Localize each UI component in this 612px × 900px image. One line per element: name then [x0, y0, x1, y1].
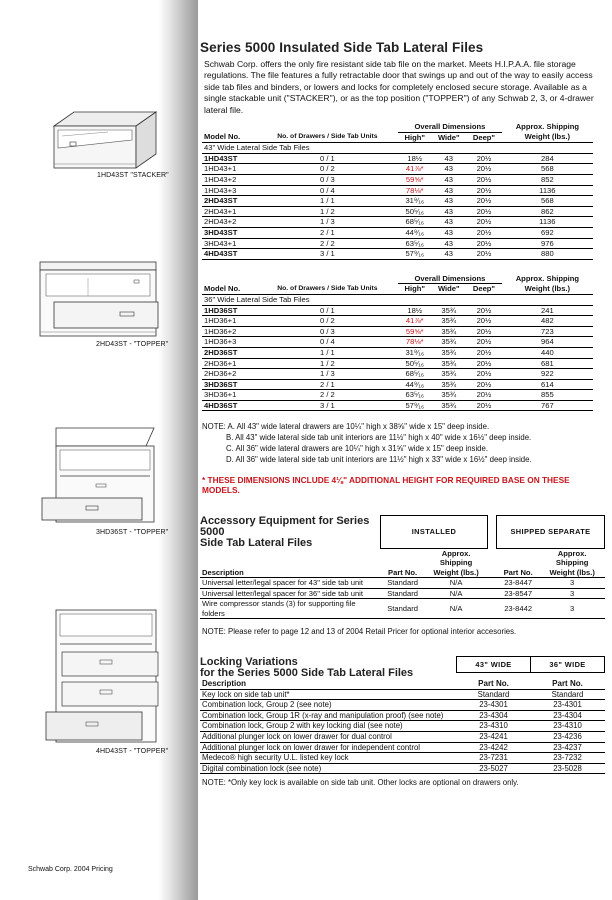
- acc-part-sep-cell: 23-8447: [496, 578, 539, 589]
- acc-part-sep-cell: 23-8442: [496, 599, 539, 619]
- lock-part-36-cell: 23-4236: [531, 731, 605, 742]
- deep-header: Deep": [466, 284, 502, 295]
- drawers-cell: 0 / 3: [257, 175, 399, 186]
- lock-part-43-cell: 23-5027: [457, 763, 531, 774]
- model-cell: 1HD36+2: [202, 326, 257, 337]
- model-cell: 2HD43+1: [202, 206, 257, 217]
- footer-pricing: Schwab Corp. 2004 Pricing: [28, 866, 113, 873]
- table-row: [202, 227, 593, 238]
- acc-weight-sep-cell: 3: [540, 599, 605, 619]
- weight-cell: 614: [502, 379, 593, 390]
- wide-cell: 35¾: [431, 305, 466, 316]
- table-row: [200, 689, 605, 700]
- wide-cell: 35¾: [431, 390, 466, 401]
- weight-cell: 862: [502, 206, 593, 217]
- wide-cell: 35¾: [431, 337, 466, 348]
- wide-header: Wide": [431, 132, 466, 143]
- deep-cell: 20½: [466, 227, 502, 238]
- note-b: B. All 43" wide lateral side tab unit interiors are 11½" high x 40" wide x 16½" deep inside.: [226, 433, 532, 443]
- wide-43-band: 43" WIDE: [457, 657, 531, 673]
- shipped-separate-band: SHIPPED SEPARATE: [496, 516, 604, 549]
- wide-cell: 35¾: [431, 316, 466, 327]
- model-cell: 4HD36ST: [202, 400, 257, 411]
- high-header: High": [398, 284, 431, 295]
- deep-cell: 20½: [466, 175, 502, 186]
- high-cell: 44⁹⁄₁₆: [398, 379, 431, 390]
- wide-cell: 43: [431, 217, 466, 228]
- lock-part-header-43: Part No.: [478, 678, 509, 688]
- high-cell: 59⅝*: [398, 175, 431, 186]
- deep-header: Deep": [466, 132, 502, 143]
- lock-part-36-cell: 23-4304: [531, 710, 605, 721]
- wide-cell: 43: [431, 185, 466, 196]
- deep-cell: 20½: [466, 347, 502, 358]
- acc-ship-header-2: Approx. Shipping Weight (lbs.): [549, 548, 595, 577]
- wide-cell: 43: [431, 249, 466, 260]
- drawers-cell: 1 / 3: [257, 369, 399, 380]
- lock-desc-cell: Combination lock, Group 1R (x-ray and manipulation proof) (see note): [200, 710, 457, 721]
- deep-cell: 20½: [466, 316, 502, 327]
- weight-cell: 681: [502, 358, 593, 369]
- drawers-cell: 0 / 2: [257, 164, 399, 175]
- model-cell: 2HD36+1: [202, 358, 257, 369]
- weight-cell: 568: [502, 196, 593, 207]
- high-cell: 63⁵⁄₁₆: [398, 390, 431, 401]
- drawers-cell: 0 / 1: [257, 305, 399, 316]
- table-row: [200, 763, 605, 774]
- drawers-cell: 0 / 4: [257, 337, 399, 348]
- table-row: [200, 742, 605, 753]
- acc-spacer: [487, 588, 496, 599]
- locking-note: NOTE: *Only key lock is available on side tab unit. Other locks are optional on drawers only.: [202, 778, 519, 788]
- deep-cell: 20½: [466, 379, 502, 390]
- wide-cell: 43: [431, 153, 466, 164]
- wide-cell: 35¾: [431, 400, 466, 411]
- lock-desc-cell: Digital combination lock (see note): [200, 763, 457, 774]
- deep-cell: 20½: [466, 305, 502, 316]
- caption-stacker: 1HD43ST "STACKER": [97, 172, 169, 179]
- table-row: [200, 588, 605, 599]
- dimensions-table-43: [202, 122, 593, 260]
- high-cell: 78⅛*: [398, 185, 431, 196]
- table-row: [202, 185, 593, 196]
- acc-desc-cell: Universal letter/legal spacer for 43" side tab unit: [200, 578, 381, 589]
- deep-cell: 20½: [466, 153, 502, 164]
- drawers-cell: 0 / 1: [257, 153, 399, 164]
- table-row: [202, 164, 593, 175]
- lock-part-36-cell: 23-7232: [531, 753, 605, 764]
- deep-cell: 20½: [466, 238, 502, 249]
- weight-cell: 976: [502, 238, 593, 249]
- acc-desc-cell: Universal letter/legal spacer for 36" side tab unit: [200, 588, 381, 599]
- locking-table: [200, 656, 605, 774]
- high-cell: 68⁵⁄₁₆: [398, 217, 431, 228]
- table43-subheading: 43" Wide Lateral Side Tab Files: [202, 143, 593, 154]
- wide-cell: 43: [431, 175, 466, 186]
- drawers-cell: 1 / 3: [257, 217, 399, 228]
- table-row: [202, 379, 593, 390]
- high-cell: 59⅝*: [398, 326, 431, 337]
- drawers-cell: 3 / 1: [257, 249, 399, 260]
- drawers-cell: 1 / 1: [257, 196, 399, 207]
- accessory-section: [200, 515, 606, 636]
- lock-desc-cell: Combination lock, Group 2 with key locking dial (see note): [200, 721, 457, 732]
- wide-cell: 43: [431, 206, 466, 217]
- page-title: Series 5000 Insulated Side Tab Lateral Files: [200, 40, 484, 55]
- table36-subheading: 36" Wide Lateral Side Tab Files: [202, 294, 593, 305]
- lock-part-43-cell: 23-4304: [457, 710, 531, 721]
- deep-cell: 20½: [466, 217, 502, 228]
- weight-cell: 241: [502, 305, 593, 316]
- high-header: High": [398, 132, 431, 143]
- model-cell: 1HD36+3: [202, 337, 257, 348]
- wide-cell: 43: [431, 196, 466, 207]
- weight-cell: 284: [502, 153, 593, 164]
- cabinet-4-drawer-illustration: [36, 604, 160, 744]
- drawers-cell: 1 / 2: [257, 358, 399, 369]
- dimensions-table-36: [202, 274, 593, 412]
- deep-cell: 20½: [466, 369, 502, 380]
- wide-cell: 35¾: [431, 326, 466, 337]
- lock-part-header-36: Part No.: [552, 678, 583, 688]
- table-row: [202, 249, 593, 260]
- drawers-header: No. of Drawers / Side Tab Units: [257, 284, 399, 295]
- accessory-title-line2: Side Tab Lateral Files: [200, 536, 313, 549]
- lock-part-36-cell: 23-4301: [531, 700, 605, 711]
- ship-header-2: Weight (lbs.): [502, 132, 593, 143]
- wide-cell: 43: [431, 164, 466, 175]
- locking-title-line2: for the Series 5000 Side Tab Lateral Files: [200, 666, 414, 679]
- table-row: [200, 721, 605, 732]
- drawers-cell: 0 / 2: [257, 316, 399, 327]
- ship-header-1: Approx. Shipping: [515, 274, 579, 283]
- drawers-cell: 2 / 1: [257, 227, 399, 238]
- drawers-cell: 2 / 1: [257, 379, 399, 390]
- drawers-cell: 0 / 4: [257, 185, 399, 196]
- model-header: Model No.: [202, 284, 257, 295]
- high-cell: 50⁵⁄₁₆: [398, 358, 431, 369]
- overall-dimensions-header: Overall Dimensions: [398, 122, 502, 132]
- table-row: [202, 400, 593, 411]
- high-cell: 50⁵⁄₁₆: [398, 206, 431, 217]
- drawers-cell: 0 / 3: [257, 326, 399, 337]
- table-row: [202, 175, 593, 186]
- model-cell: 1HD43+3: [202, 185, 257, 196]
- drawers-cell: 2 / 2: [257, 390, 399, 401]
- acc-part-cell: Standard: [381, 578, 425, 589]
- acc-spacer: [487, 599, 496, 619]
- lock-part-43-cell: Standard: [457, 689, 531, 700]
- gray-gradient-stripe: [158, 0, 198, 900]
- acc-weight-sep-cell: 3: [540, 588, 605, 599]
- lock-part-43-cell: 23-4241: [457, 731, 531, 742]
- acc-weight-cell: N/A: [425, 578, 488, 589]
- overall-dimensions-header: Overall Dimensions: [398, 274, 502, 284]
- drawers-cell: 3 / 1: [257, 400, 399, 411]
- dimension-notes: [202, 421, 606, 465]
- wide-cell: 35¾: [431, 347, 466, 358]
- accessory-table: [200, 515, 605, 619]
- high-cell: 31⁹⁄₁₆: [398, 196, 431, 207]
- lock-desc-cell: Additional plunger lock on lower drawer for independent control: [200, 742, 457, 753]
- table36-body: [202, 305, 593, 411]
- model-cell: 1HD36+1: [202, 316, 257, 327]
- lock-part-43-cell: 23-4310: [457, 721, 531, 732]
- table-row: [202, 347, 593, 358]
- table-row: [202, 358, 593, 369]
- drawers-cell: 2 / 2: [257, 238, 399, 249]
- table-row: [200, 700, 605, 711]
- weight-cell: 855: [502, 390, 593, 401]
- table-row: [202, 326, 593, 337]
- weight-cell: 964: [502, 337, 593, 348]
- accessory-note: NOTE: Please refer to page 12 and 13 of 2004 Retail Pricer for optional interior accesories.: [202, 627, 517, 637]
- table-row: [202, 305, 593, 316]
- model-cell: 1HD36ST: [202, 305, 257, 316]
- drawers-header: No. of Drawers / Side Tab Units: [257, 132, 399, 143]
- weight-cell: 440: [502, 347, 593, 358]
- lock-desc-cell: Medeco® high security U.L. listed key lock: [200, 753, 457, 764]
- model-cell: 3HD43ST: [202, 227, 257, 238]
- table-row: [200, 578, 605, 589]
- note-d: D. All 36" wide lateral side tab unit interiors are 11½" high x 33" wide x 16½" deep inside.: [226, 455, 532, 465]
- model-cell: 2HD36+2: [202, 369, 257, 380]
- locking-body: [200, 689, 605, 774]
- weight-cell: 568: [502, 164, 593, 175]
- table43-body: [202, 153, 593, 259]
- table-row: [202, 217, 593, 228]
- deep-cell: 20½: [466, 390, 502, 401]
- acc-part-header-2: Part No.: [503, 567, 533, 577]
- lock-desc-cell: Key lock on side tab unit*: [200, 689, 457, 700]
- lock-part-43-cell: 23-4301: [457, 700, 531, 711]
- note-a: NOTE: A. All 43" wide lateral drawers are 10¼" high x 38⅝" wide x 15" deep inside.: [202, 422, 490, 432]
- cabinet-stacker-illustration: [48, 108, 160, 172]
- wide-36-band: 36" WIDE: [531, 657, 605, 673]
- weight-cell: 922: [502, 369, 593, 380]
- high-cell: 78⅛*: [398, 337, 431, 348]
- drawers-cell: 1 / 2: [257, 206, 399, 217]
- high-cell: 18½: [398, 305, 431, 316]
- high-cell: 63⁵⁄₁₆: [398, 238, 431, 249]
- high-cell: 44⁹⁄₁₆: [398, 227, 431, 238]
- deep-cell: 20½: [466, 326, 502, 337]
- weight-cell: 723: [502, 326, 593, 337]
- model-cell: 4HD43ST: [202, 249, 257, 260]
- weight-cell: 852: [502, 175, 593, 186]
- deep-cell: 20½: [466, 164, 502, 175]
- acc-ship-header: Approx. Shipping Weight (lbs.): [433, 548, 479, 577]
- model-cell: 1HD43+1: [202, 164, 257, 175]
- caption-3-drawer: 3HD36ST - "TOPPER": [96, 529, 169, 536]
- model-header: Model No.: [202, 132, 257, 143]
- installed-band: INSTALLED: [381, 516, 488, 549]
- lock-desc-header: Description: [202, 678, 247, 688]
- acc-part-cell: Standard: [381, 588, 425, 599]
- high-cell: 41⅞*: [398, 316, 431, 327]
- table-row: [200, 731, 605, 742]
- model-cell: 2HD43+2: [202, 217, 257, 228]
- intro-paragraph: Schwab Corp. offers the only fire resistant side tab file on the market. Meets H.I.P.A.A. file storage regulations. The file features a fully retractable door that swings up and out of the way to easily access side tab files and binders, or lowers and locks for completely enclosed secure storage. Available as a single stackable unit ("STACKER"), or as the top position ("TOPPER") of any Schwab 2, 3, or 4-drawer lateral file.: [204, 59, 594, 115]
- lock-part-43-cell: 23-7231: [457, 753, 531, 764]
- locking-section: [200, 656, 606, 787]
- wide-cell: 35¾: [431, 379, 466, 390]
- table-row: [202, 196, 593, 207]
- high-cell: 68⁵⁄₁₆: [398, 369, 431, 380]
- acc-part-header: Part No.: [388, 567, 418, 577]
- accessory-title-line1: Accessory Equipment for Series 5000: [200, 514, 370, 538]
- deep-cell: 20½: [466, 337, 502, 348]
- table-row: [202, 337, 593, 348]
- caption-2-drawer: 2HD43ST - "TOPPER": [96, 341, 169, 348]
- table-row: [202, 238, 593, 249]
- accessory-body: [200, 578, 605, 619]
- table-row: [200, 710, 605, 721]
- table-row: [200, 599, 605, 619]
- weight-cell: 482: [502, 316, 593, 327]
- model-cell: 2HD36ST: [202, 347, 257, 358]
- acc-weight-cell: N/A: [425, 599, 488, 619]
- caption-4-drawer: 4HD43ST - "TOPPER": [96, 748, 169, 755]
- acc-spacer: [487, 578, 496, 589]
- cabinet-3-drawer-illustration: [36, 418, 160, 526]
- lock-part-36-cell: 23-5028: [531, 763, 605, 774]
- wide-cell: 35¾: [431, 369, 466, 380]
- ship-header-1: Approx. Shipping: [515, 122, 579, 132]
- model-cell: 3HD36+1: [202, 390, 257, 401]
- table-row: [202, 153, 593, 164]
- wide-header: Wide": [431, 284, 466, 295]
- deep-cell: 20½: [466, 400, 502, 411]
- lock-desc-cell: Additional plunger lock on lower drawer for dual control: [200, 731, 457, 742]
- model-cell: 3HD36ST: [202, 379, 257, 390]
- main-content: [200, 40, 606, 787]
- wide-cell: 35¾: [431, 358, 466, 369]
- high-cell: 57⁹⁄₁₆: [398, 400, 431, 411]
- deep-cell: 20½: [466, 185, 502, 196]
- drawers-cell: 1 / 1: [257, 347, 399, 358]
- acc-weight-cell: N/A: [425, 588, 488, 599]
- weight-cell: 767: [502, 400, 593, 411]
- table-row: [200, 753, 605, 764]
- weight-cell: 692: [502, 227, 593, 238]
- base-height-warning: * THESE DIMENSIONS INCLUDE 4⅛" ADDITIONAL HEIGHT FOR REQUIRED BASE ON THESE MODELS.: [202, 475, 570, 496]
- deep-cell: 20½: [466, 249, 502, 260]
- ship-header-2: Weight (lbs.): [502, 284, 593, 295]
- high-cell: 41⅞*: [398, 164, 431, 175]
- table-row: [202, 390, 593, 401]
- model-cell: 2HD43ST: [202, 196, 257, 207]
- lock-part-43-cell: 23-4242: [457, 742, 531, 753]
- lock-part-36-cell: 23-4310: [531, 721, 605, 732]
- high-cell: 31⁹⁄₁₆: [398, 347, 431, 358]
- weight-cell: 1136: [502, 185, 593, 196]
- table-row: [202, 206, 593, 217]
- table-row: [202, 316, 593, 327]
- high-cell: 57⁹⁄₁₆: [398, 249, 431, 260]
- model-cell: 3HD43+1: [202, 238, 257, 249]
- weight-cell: 880: [502, 249, 593, 260]
- model-cell: 1HD43ST: [202, 153, 257, 164]
- acc-part-sep-cell: 23-8547: [496, 588, 539, 599]
- lock-part-36-cell: Standard: [531, 689, 605, 700]
- cabinet-2-drawer-illustration: [36, 256, 160, 340]
- table-row: [202, 369, 593, 380]
- wide-cell: 43: [431, 238, 466, 249]
- lock-part-36-cell: 23-4237: [531, 742, 605, 753]
- deep-cell: 20½: [466, 358, 502, 369]
- high-cell: 18½: [398, 153, 431, 164]
- acc-part-cell: Standard: [381, 599, 425, 619]
- acc-desc-header: Description: [202, 567, 244, 577]
- model-cell: 1HD43+2: [202, 175, 257, 186]
- acc-desc-cell: Wire compressor stands (3) for supporting file folders: [200, 599, 381, 619]
- locking-title-line1: Locking Variations: [200, 655, 298, 668]
- note-c: C. All 36" wide lateral drawers are 10¼" high x 31⅝" wide x 15" deep inside.: [226, 444, 489, 454]
- lock-desc-cell: Combination lock, Group 2 (see note): [200, 700, 457, 711]
- weight-cell: 1136: [502, 217, 593, 228]
- acc-weight-sep-cell: 3: [540, 578, 605, 589]
- deep-cell: 20½: [466, 196, 502, 207]
- deep-cell: 20½: [466, 206, 502, 217]
- wide-cell: 43: [431, 227, 466, 238]
